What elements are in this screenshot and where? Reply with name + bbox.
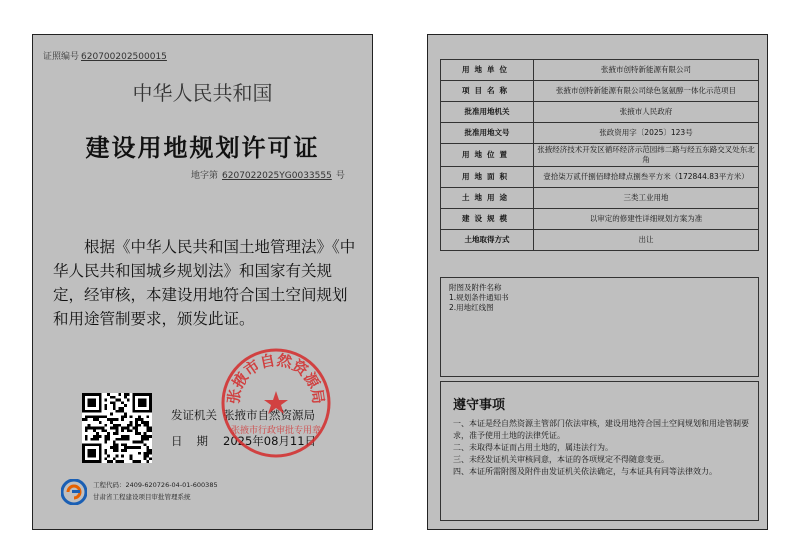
svg-text:张掖市行政审批专用章: 张掖市行政审批专用章 xyxy=(230,426,322,436)
project-approval-logo-icon xyxy=(61,479,87,505)
info-row-value: 三类工业用地 xyxy=(534,188,759,209)
info-row xyxy=(441,102,759,123)
info-row xyxy=(441,209,759,230)
country-name: 中华人民共和国 xyxy=(132,81,273,105)
info-row xyxy=(441,188,759,209)
info-row xyxy=(441,144,759,167)
info-row-value: 张掖市创特新能源有限公司绿色氢氨醇一体化示范项目 xyxy=(534,81,759,102)
info-row-key: 用地位置 xyxy=(441,144,534,167)
official-seal xyxy=(220,347,332,459)
certificate-back-page xyxy=(427,34,768,530)
land-number-suffix: 号 xyxy=(335,171,345,181)
certificate-front-page xyxy=(32,34,373,530)
info-row-key: 批准用地文号 xyxy=(441,123,534,144)
certificate-number xyxy=(43,49,167,62)
info-row-value: 张掖经济技术开发区循环经济示范园纬二路与经五东路交叉处东北角 xyxy=(534,144,759,167)
info-row-value: 出让 xyxy=(534,230,759,251)
info-row-value: 张掖市人民政府 xyxy=(534,102,759,123)
notice-list xyxy=(453,418,749,478)
info-row-key: 批准用地机关 xyxy=(441,102,534,123)
attachments-title: 附图及附件名称 xyxy=(449,283,502,292)
info-row-key: 用地单位 xyxy=(441,60,534,81)
info-row xyxy=(441,81,759,102)
info-row-key: 项目名称 xyxy=(441,81,534,102)
qr-code xyxy=(82,393,152,463)
certificate-number-label: 证照编号 xyxy=(43,52,80,62)
date-label: 日期 xyxy=(171,434,222,448)
info-row xyxy=(441,123,759,144)
certificate-number-value: 620700202500015 xyxy=(81,52,167,62)
issuer-label: 发证机关 xyxy=(171,408,217,422)
info-row xyxy=(441,167,759,188)
notice-item: 三、未经发证机关审核同意，本证的各项规定不得随意变更。 xyxy=(453,455,669,464)
date-value: 2025年08月11日 xyxy=(223,434,317,448)
certificate-title: 建设用地规划许可证 xyxy=(85,134,320,162)
info-row-value: 以审定的修建性详细规划方案为准 xyxy=(534,209,759,230)
notice-item: 四、本证所需附图及附件由发证机关依法确定，与本证具有同等法律效力。 xyxy=(453,467,717,476)
land-number xyxy=(191,168,345,181)
land-number-value: 6207022025YG0033555 xyxy=(222,171,332,181)
notice-item: 二、未取得本证而占用土地的，属违法行为。 xyxy=(453,443,613,452)
issuer-value: 张掖市自然资源局 xyxy=(223,408,315,422)
info-row-value: 张掖市创特新能源有限公司 xyxy=(534,60,759,81)
svg-text:张掖市自然资源局: 张掖市自然资源局 xyxy=(224,350,328,406)
notice-box xyxy=(440,381,759,521)
info-row xyxy=(441,60,759,81)
info-row-key: 建设规模 xyxy=(441,209,534,230)
certificate-body-text: 根据《中华人民共和国土地管理法》《中华人民共和国城乡规划法》和国家有关规定，经审核，本建设用地符合国土空间规划和用途管制要求，颁发此证。 xyxy=(53,238,356,328)
notice-item: 一、本证是经自然资源主管部门依法审核，建设用地符合国土空间规划和用途管制要求，准予使用土地的法律凭证。 xyxy=(453,419,749,440)
info-row-key: 土地用途 xyxy=(441,188,534,209)
info-row-key: 土地取得方式 xyxy=(441,230,534,251)
info-row-value: 张政资用字〔2025〕123号 xyxy=(534,123,759,144)
attachment-item: 2.用地红线图 xyxy=(449,303,494,312)
info-row xyxy=(441,230,759,251)
land-number-label: 地字第 xyxy=(191,171,219,181)
project-code: 工程代码：2409-620726-04-01-600385 xyxy=(93,481,218,489)
attachment-item: 1.规划条件通知书 xyxy=(449,293,509,302)
approval-system-name: 甘肃省工程建设项目审批管理系统 xyxy=(93,493,191,501)
notice-title: 遵守事项 xyxy=(453,398,506,413)
info-row-value: 壹拾柒万贰仟捌佰肆拾肆点捌叁平方米（172844.83平方米） xyxy=(534,167,759,188)
land-info-table xyxy=(440,59,759,251)
attachments-box xyxy=(440,277,759,377)
info-row-key: 用地面积 xyxy=(441,167,534,188)
